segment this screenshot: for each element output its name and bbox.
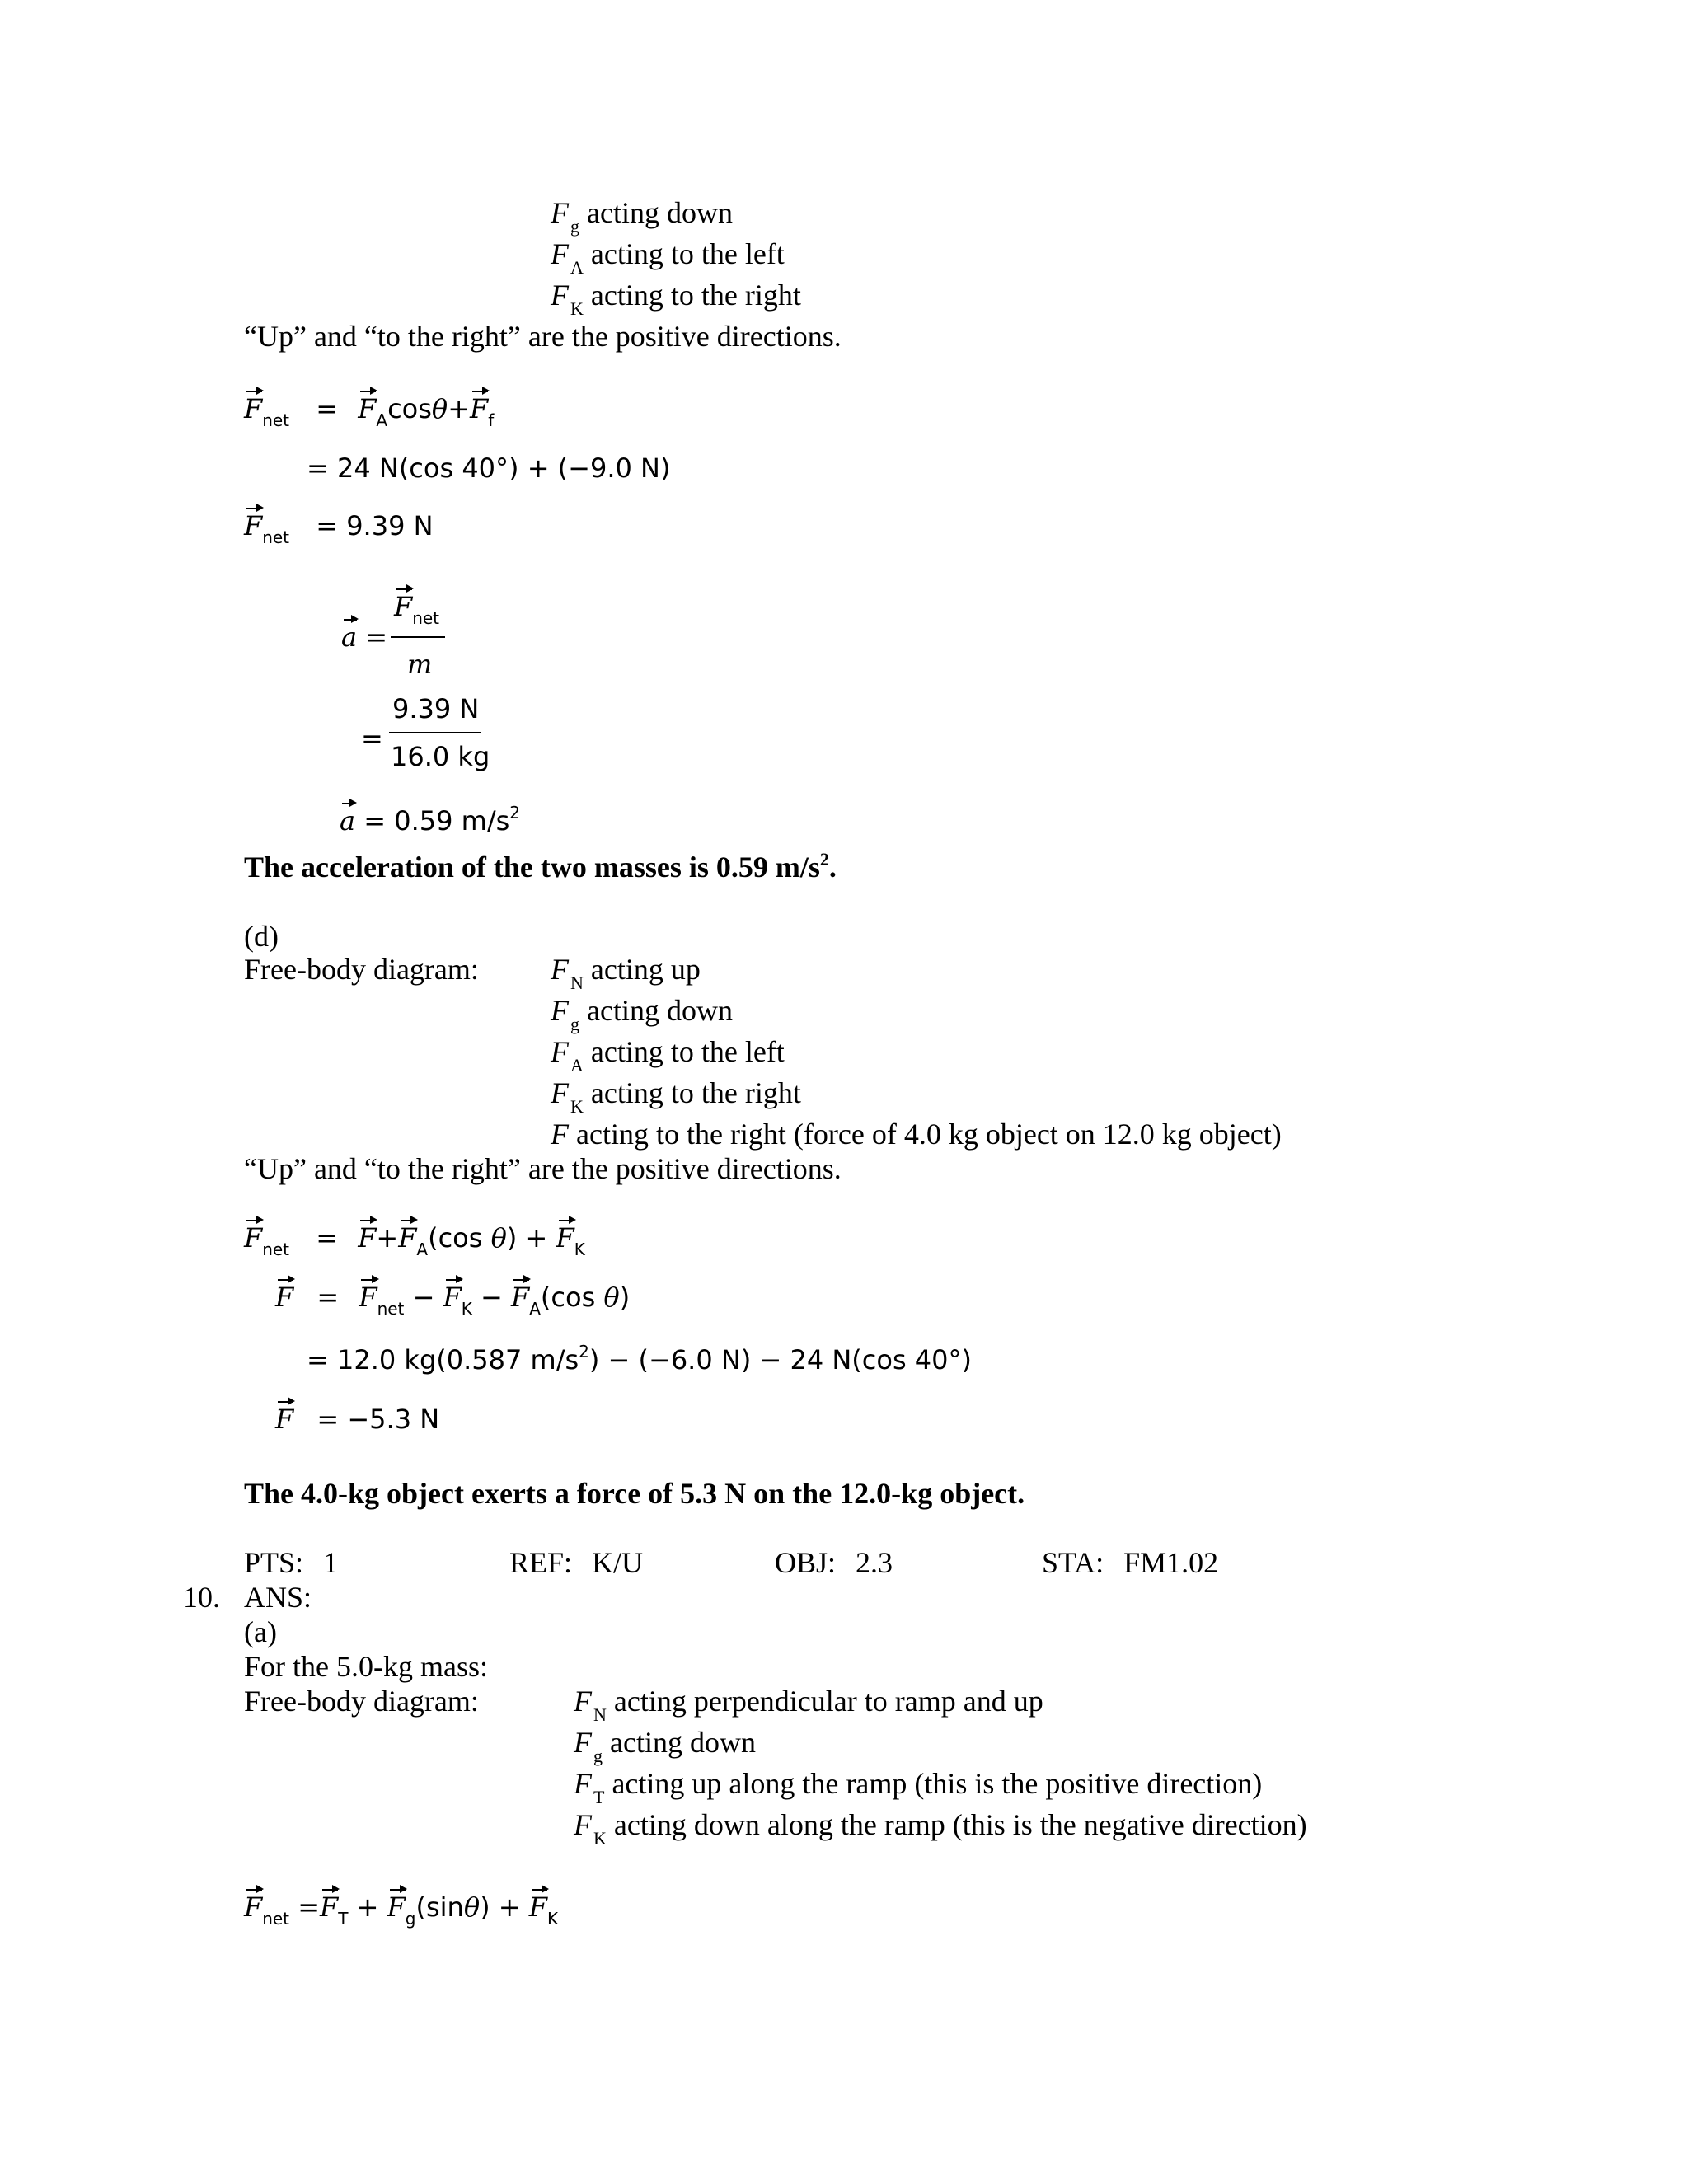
force-line: $F_A$ acting to the left	[551, 1035, 785, 1076]
equation-fnet: $F_{net} = F+F_A(\cos$ $\theta) + F_K$	[244, 1222, 585, 1259]
force-line: $F_N$ acting perpendicular to ramp and up	[574, 1685, 1043, 1725]
mass-label: For the 5.0-kg mass:	[244, 1650, 488, 1683]
fraction-denominator: 16.0 kg	[391, 741, 490, 772]
positive-directions-note: “Up” and “to the right” are the positive directions.	[244, 1152, 842, 1185]
equation-line: = 12.0 kg(0.587 $m/s^2) - (-6.0$ N) − 24 N(cos 40°)	[307, 1342, 972, 1376]
sta-field: STA: FM1.02	[1042, 1546, 1219, 1579]
equation-fnet-result: $F_{net} = 9.39$ N	[244, 510, 434, 547]
equation-ramp: $F_{net} =F_T + F_g(\sin\theta) + F_K$	[244, 1891, 559, 1929]
fraction-bar	[391, 636, 445, 638]
fraction-numerator: 9.39 N	[392, 693, 480, 724]
fraction-denominator: m	[407, 649, 433, 680]
force-line: $F_K$ acting to the right	[551, 1076, 801, 1117]
equation-f-result: F = −5.3 N	[275, 1404, 440, 1435]
force-line: $F_g$ acting down	[574, 1726, 756, 1766]
conclusion-d: The 4.0-kg object exerts a force of 5.3 N on the 12.0-kg object.	[244, 1477, 1025, 1510]
force-line: $F_g$ acting down	[551, 196, 733, 237]
equation-line: = 24 N(cos 40°) + (−9.0 N)	[307, 452, 671, 484]
equals-sign: =	[361, 723, 383, 754]
force-line: $F_N$ acting up	[551, 953, 701, 993]
ans-label: ANS:	[244, 1581, 312, 1614]
force-line: $F_K$ acting down along the ramp (this is the negative direction)	[574, 1808, 1307, 1849]
force-line: F acting to the right (force of 4.0 kg object on 12.0 kg object)	[551, 1118, 1282, 1151]
positive-directions-note: “Up” and “to the right” are the positive directions.	[244, 320, 842, 353]
part-d-label: (d)	[244, 920, 279, 953]
fraction-bar	[389, 732, 481, 733]
fraction-numerator: $F_{net}$	[394, 591, 440, 628]
question-number: 10.	[183, 1581, 220, 1614]
force-line: $F_A$ acting to the left	[551, 237, 785, 278]
part-a-label: (a)	[244, 1615, 277, 1648]
ref-field: REF: K/U	[509, 1546, 644, 1579]
equation-solve-f: $F = F_{net} - F_K - F_A(\cos$ θ)	[275, 1282, 631, 1319]
force-line: $F_K$ acting to the right	[551, 279, 801, 319]
conclusion-c: The acceleration of the two masses is 0.59 $m/s^2$.	[244, 849, 837, 883]
acceleration-result: a = 0.59 $m/s^2$	[340, 803, 521, 837]
pts-field: PTS: 1	[244, 1546, 339, 1579]
force-line: $F_T$ acting up along the ramp (this is the positive direction)	[574, 1767, 1263, 1807]
obj-field: OBJ: 2.3	[775, 1546, 893, 1579]
equation-fnet: $F_{net} = F_A\cos\theta+F_f$	[244, 393, 495, 430]
force-line: $F_g$ acting down	[551, 994, 733, 1034]
acceleration-symbol: a =	[341, 621, 388, 653]
fbd-label: Free-body diagram:	[244, 1685, 479, 1718]
fbd-label: Free-body diagram:	[244, 953, 479, 986]
